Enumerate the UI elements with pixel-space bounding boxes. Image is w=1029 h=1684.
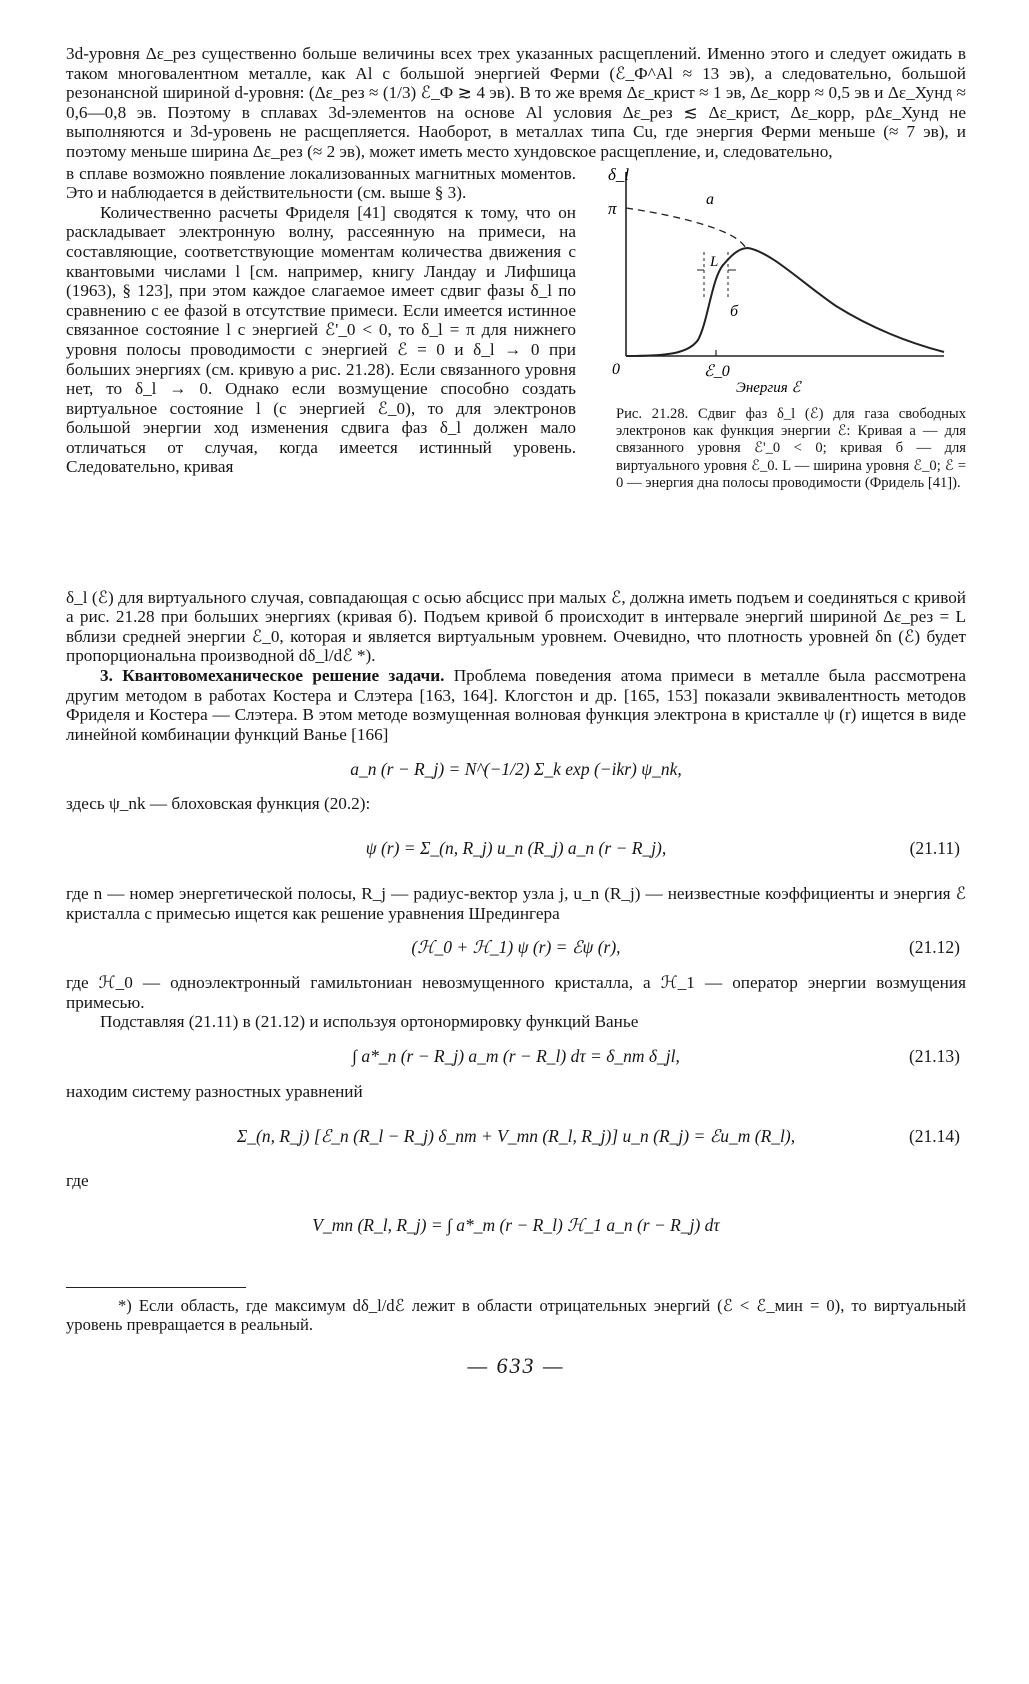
y-axis-label: δ_l <box>608 164 630 184</box>
curve-b-label: б <box>730 302 739 320</box>
equation-21-12 <box>66 923 966 973</box>
paragraph-magnetic-moments: в сплаве возможно появление локализованных магнитных моментов. Это и наблюдается в действительности (см. выше § 3). <box>66 163 576 203</box>
text-substitution: Подставляя (21.11) в (21.12) и используя ортонормировку функций Ванье <box>100 1012 639 1032</box>
equation-21-13-body: ∫ a*_n (r − R_j) a_m (r − R_l) dτ = δ_nm δ_jl, <box>352 1046 680 1067</box>
equation-wannier-body: a_n (r − R_j) = N^(−1/2) Σ_k exp (−ikr) ψ_nk, <box>350 758 682 779</box>
text-after-21-11: где n — номер энергетической полосы, R_j — радиус-вектор узла j, u_n (R_j) — неизвестные коэффициенты и энергия ℰ кристалла с примесью ищется как решение уравнения Шредингера <box>66 883 966 923</box>
text-system: находим систему разностных уравнений <box>66 1081 363 1101</box>
x-axis-label: Энергия ℰ <box>736 379 801 396</box>
figure-wrap-block <box>66 164 966 584</box>
paragraph-virtual-curve: δ_l (ℰ) для виртуального случая, совпадающая с осью абсцисс при малых ℰ, должна иметь подъем и соединяться с кривой a рис. 21.28 при больших энергиях (кривая б). Подъем кривой б происходит в интервале энергий шириной Δε_рез = L вблизи средней энергии ℰ_0, которая и является виртуальным уровнем. Очевидно, что плотность уровней δn (ℰ) будет пропорциональна производной dδ_l/dℰ *). <box>66 587 966 666</box>
equation-21-13 <box>66 1032 966 1082</box>
equation-21-11 <box>66 814 966 884</box>
equation-wannier <box>66 744 966 794</box>
text-where: где <box>66 1171 89 1191</box>
footnote: *) Если область, где максимум dδ_l/dℰ лежит в области отрицательных энергий (ℰ < ℰ_мин = 0), то виртуальный уровень превращается в реальный. <box>66 1296 966 1335</box>
width-label: L <box>710 253 719 270</box>
curve-a-label: a <box>706 190 714 208</box>
equation-vmn <box>66 1191 966 1261</box>
origin-label: 0 <box>612 360 620 378</box>
paragraph-section-3 <box>66 666 966 744</box>
text-bloch-function: здесь ψ_nk — блоховская функция (20.2): <box>66 794 371 814</box>
section-3-text: Проблема поведения атома примеси в металле была рассмотрена другим методом в работах Костера и Слэтера [163, 164]. Клогстон и др. [165, 153] показали эквивалентность методов Фриделя и Костера — Слэтера. В этом методе возмущенная волновая функция электрона в кристалле ψ (r) ищется в виде линейной комбинации функций Ванье [166] <box>66 665 966 744</box>
footnote-divider <box>66 1287 246 1288</box>
equation-21-14-number: (21.14) <box>908 1125 960 1146</box>
paragraph-hund-splitting: 3d-уровня Δε_рез существенно больше величины всех трех указанных расщеплений. Именно этого и следует ожидать в таком многовалентном металле, как Al с большой энергией Ферми (ℰ_Ф^Al ≈ 13 эв), а следовательно, большой резонансной шириной d-уровня: (Δε_рез ≈ (1/3) ℰ_Ф ≳ 4 эв). В то же время Δε_крист ≈ 1 эв, Δε_корр ≈ 0,5 эв и Δε_Хунд ≈ 0,6—0,8 эв. Поэтому в сплавах 3d-элементов на основе Al условия Δε_рез ≲ Δε_крист, Δε_корр, pΔε_Хунд не выполняются и 3d-уровень не расщепляется. Наоборот, в металлах типа Cu, где энергия Ферми меньше (≈ 7 эв), и поэтому меньше ширина Δε_рез (≈ 2 эв), может иметь место хундовское расщепление, и, следовательно, <box>66 44 966 161</box>
e0-label: ℰ_0 <box>704 362 730 380</box>
equation-21-14 <box>66 1101 966 1171</box>
pi-label: π <box>608 198 617 218</box>
equation-21-13-number: (21.13) <box>908 1046 960 1067</box>
section-3-title: 3. Квантовомеханическое решение задачи. <box>100 665 445 685</box>
equation-21-11-number: (21.11) <box>909 838 960 859</box>
equation-21-12-number: (21.12) <box>908 937 960 958</box>
curve-a-dashed <box>626 208 746 248</box>
page-number: — 633 — <box>467 1353 565 1379</box>
equation-21-14-body: Σ_(n, R_j) [ℰ_n (R_l − R_j) δ_nm + V_mn (R_l, R_j)] u_n (R_j) = ℰu_m (R_l), <box>236 1125 796 1146</box>
wrap-text-column <box>66 164 576 478</box>
phase-shift-plot <box>606 164 956 396</box>
figure-21-28 <box>606 164 966 493</box>
paragraph-friedel: Количественно расчеты Фриделя [41] сводятся к тому, что он раскладывает электронную волну, рассеянную на примеси, на составляющие, соответствующие моментам количества движения с квантовыми числами l [см. например, книгу Ландау и Лифшица (1963), § 123], при этом каждое слагаемое имеет сдвиг фазы δ_l по сравнению с ее фазой в отсутствие примеси. Если имеется истинное связанное состояние l с энергией ℰ'_0 < 0, то δ_l = π для нижнего уровня полосы проводимости с энергией ℰ = 0 и δ_l → 0 при больших энергиях (см. кривую a рис. 21.28). Если связанного уровня нет, то δ_l → 0. Однако если возмущение способно создать виртуальное состояние l (с энергией ℰ_0), то для электронов большой энергии ход изменения сдвига фаз δ_l должен мало отличаться от случая, когда имеется истинный уровень. Следовательно, кривая <box>66 202 576 477</box>
equation-21-11-body: ψ (r) = Σ_(n, R_j) u_n (R_j) a_n (r − R_j), <box>365 838 667 859</box>
equation-vmn-body: V_mn (R_l, R_j) = ∫ a*_m (r − R_l) ℋ_1 a_n (r − R_j) dτ <box>312 1215 720 1236</box>
figure-caption: Рис. 21.28. Сдвиг фаз δ_l (ℰ) для газа свободных электронов как функция энергии ℰ: Кривая a — для связанного уровня ℰ'_0 < 0; кривая б — для виртуального уровня ℰ_0. L — ширина уровня ℰ_0; ℰ = 0 — энергия дна полосы проводимости (Фридель [41]). <box>616 405 966 492</box>
equation-21-12-body: (ℋ_0 + ℋ_1) ψ (r) = ℰψ (r), <box>411 937 621 958</box>
page <box>66 44 966 1379</box>
curve-virtual-level <box>626 248 944 356</box>
text-after-21-12: где ℋ_0 — одноэлектронный гамильтониан невозмущенного кристалла, а ℋ_1 — оператор энергии возмущения примесью. <box>66 973 966 1012</box>
